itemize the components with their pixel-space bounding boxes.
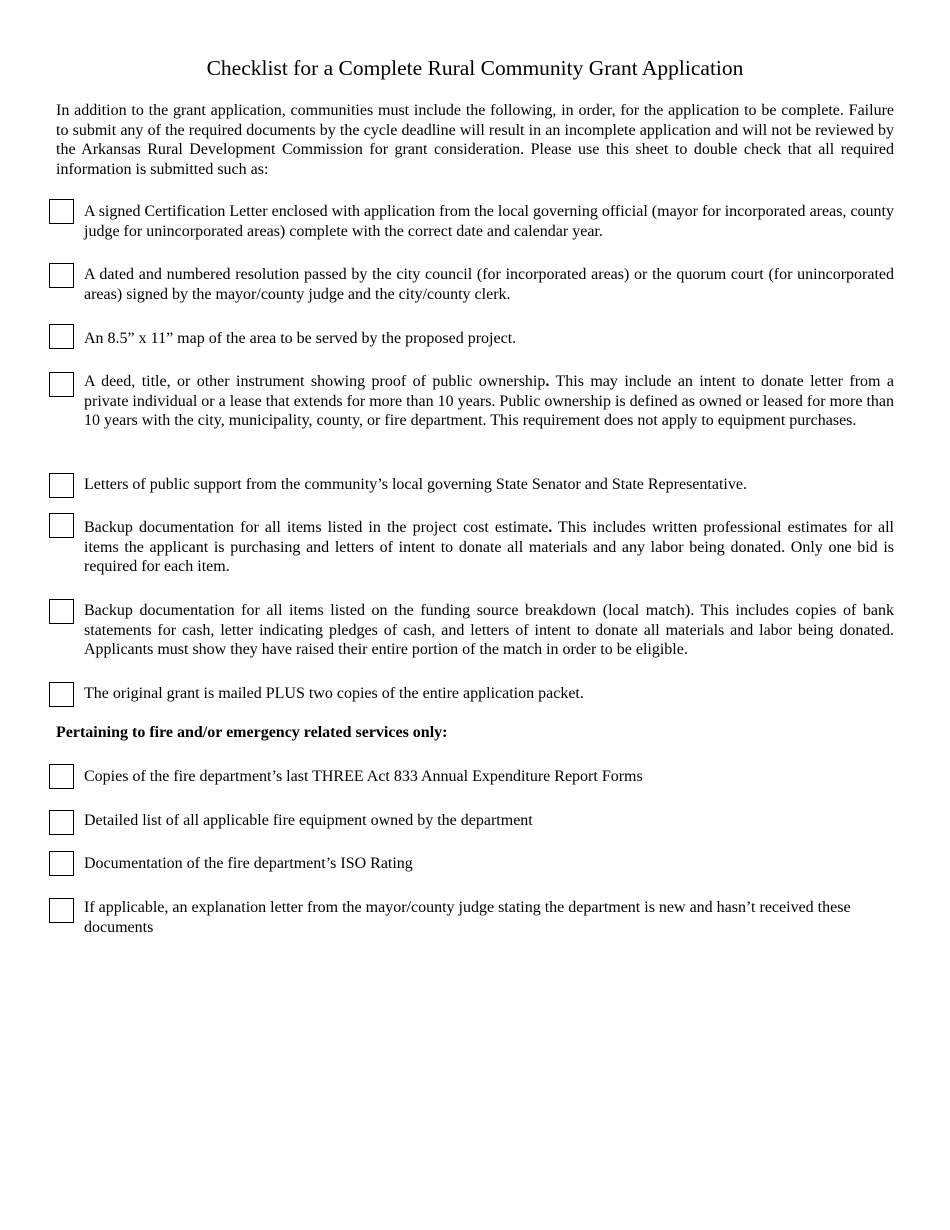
item-text-part: A deed, title, or other instrument showing proof of public ownership <box>84 373 546 390</box>
checkbox[interactable] <box>49 898 74 923</box>
checklist-item-text <box>84 518 894 577</box>
item-text-part: This includes written professional estimates for all items the applicant is purchasing and letters of intent to donate all materials and any labor being donated. Only one bid is required for each item. <box>84 519 895 576</box>
item-text-part: This may include an intent to donate letter from a private individual or a lease that extends for more than 10 years. Public ownership is defined as owned or leased for more than 10 years with the city, municipality, county, or fire department. This requirement does not apply to equipment purchases. <box>84 373 894 430</box>
checkbox[interactable] <box>49 324 74 349</box>
checkbox[interactable] <box>49 599 74 624</box>
checklist-item-text: Detailed list of all applicable fire equipment owned by the department <box>84 812 533 829</box>
fire-section-heading: Pertaining to fire and/or emergency related services only: <box>56 724 448 741</box>
checkbox[interactable] <box>49 810 74 835</box>
checklist-item-text: A dated and numbered resolution passed by the city council (for incorporated areas) or the quorum court (for unincorporated areas) signed by the mayor/county judge and the city/county clerk. <box>84 266 894 303</box>
item-text-bold-dot: . <box>548 519 553 536</box>
checkbox[interactable] <box>49 682 74 707</box>
checklist-item-text: If applicable, an explanation letter from the mayor/county judge stating the department is new and hasn’t received these documents <box>84 899 851 936</box>
intro-paragraph: In addition to the grant application, communities must include the following, in order, for the application to be complete. Failure to submit any of the required documents by the cycle deadline will result in an incomplete application and will not be reviewed by the Arkansas Rural Development Commission for grant consideration. Please use this sheet to double check that all required information is submitted such as: <box>56 102 894 178</box>
checklist-item-text: A signed Certification Letter enclosed with application from the local governing official (mayor for incorporated areas, county judge for unincorporated areas) complete with the correct date and calendar year. <box>84 203 894 240</box>
item-text-bold-dot: . <box>545 373 550 390</box>
checklist-item-text: Documentation of the fire department’s ISO Rating <box>84 855 413 872</box>
checkbox[interactable] <box>49 199 74 224</box>
checklist-item-text: Letters of public support from the community’s local governing State Senator and State Representative. <box>84 476 747 493</box>
checkbox[interactable] <box>49 513 74 538</box>
checklist-item-text: Backup documentation for all items listed on the funding source breakdown (local match). This includes copies of bank statements for cash, letter indicating pledges of cash, and letters of intent to donate all materials and labor being donated. Applicants must show they have raised their entire portion of the match in order to be eligible. <box>84 602 894 659</box>
checklist-item-text: The original grant is mailed PLUS two copies of the entire application packet. <box>84 685 584 702</box>
item-text-part: Backup documentation for all items listed in the project cost estimate <box>84 519 549 536</box>
checkbox[interactable] <box>49 851 74 876</box>
checkbox[interactable] <box>49 263 74 288</box>
checklist-item-text: An 8.5” x 11” map of the area to be served by the proposed project. <box>84 330 517 347</box>
checkbox[interactable] <box>49 473 74 498</box>
checkbox[interactable] <box>49 372 74 397</box>
page-title: Checklist for a Complete Rural Community Grant Application <box>206 56 744 80</box>
checkbox[interactable] <box>49 764 74 789</box>
checklist-item-text <box>84 372 894 431</box>
checklist-item-text: Copies of the fire department’s last THREE Act 833 Annual Expenditure Report Forms <box>84 768 643 785</box>
